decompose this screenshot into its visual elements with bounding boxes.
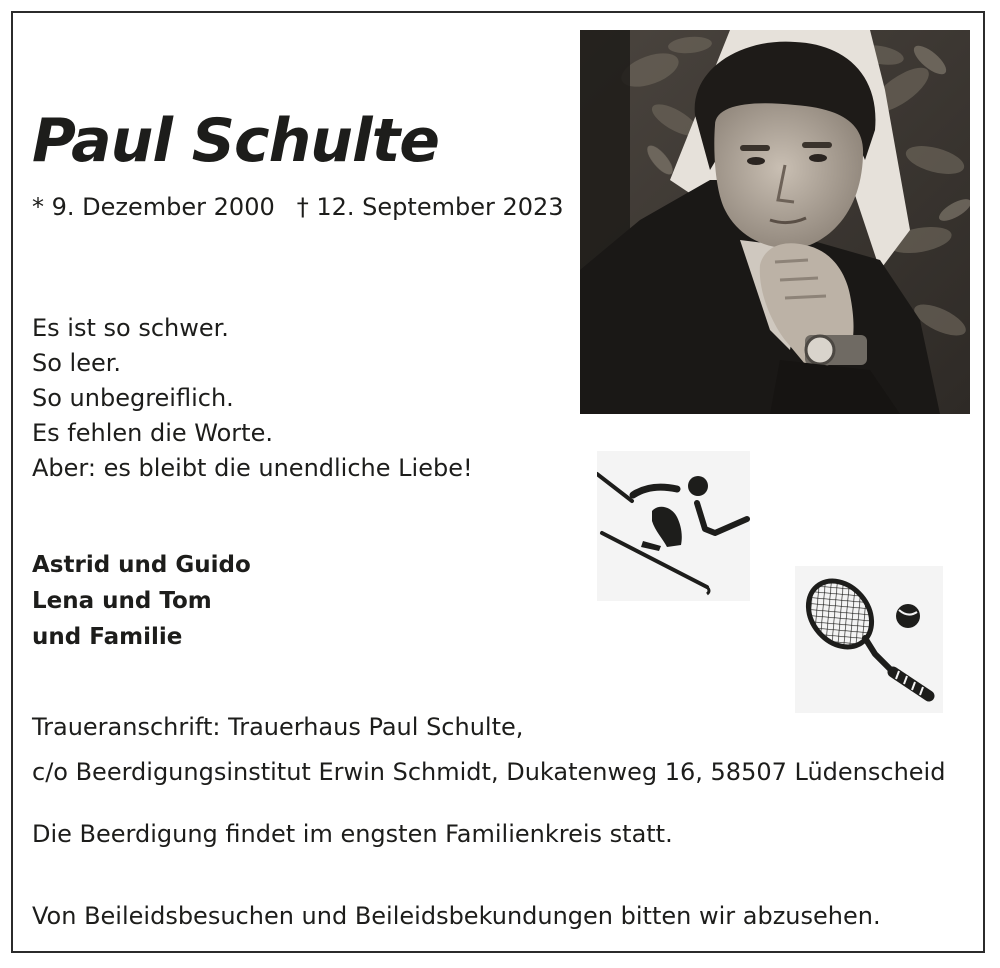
death-date: 12. September 2023 bbox=[316, 193, 564, 221]
mourning-address bbox=[32, 705, 945, 795]
mourner-line: Lena und Tom bbox=[32, 588, 212, 614]
poem-line: So unbegreiflich. bbox=[32, 384, 234, 412]
mourner-line: Astrid und Guido bbox=[32, 552, 251, 578]
died-symbol: † bbox=[296, 193, 309, 221]
address-line: Traueranschrift: Trauerhaus Paul Schulte, bbox=[32, 713, 524, 741]
deceased-name: Paul Schulte bbox=[32, 106, 439, 176]
birth-date: 9. Dezember 2000 bbox=[51, 193, 275, 221]
condolence-note: Von Beileidsbesuchen und Beileidsbekundungen bitten wir abzusehen. bbox=[32, 902, 881, 930]
mourners bbox=[32, 547, 251, 655]
funeral-note: Die Beerdigung findet im engsten Familienkreis statt. bbox=[32, 820, 673, 848]
poem-line: Aber: es bleibt die unendliche Liebe! bbox=[32, 454, 473, 482]
mourner-line: und Familie bbox=[32, 624, 183, 650]
skiing-icon bbox=[597, 451, 750, 601]
address-line: c/o Beerdigungsinstitut Erwin Schmidt, Dukatenweg 16, 58507 Lüdenscheid bbox=[32, 758, 946, 786]
tennis-icon bbox=[795, 566, 943, 713]
born-symbol: * bbox=[32, 193, 44, 221]
life-dates bbox=[32, 193, 564, 221]
portrait-photo bbox=[580, 30, 970, 414]
poem-line: Es ist so schwer. bbox=[32, 314, 229, 342]
poem-line: Es fehlen die Worte. bbox=[32, 419, 273, 447]
poem-line: So leer. bbox=[32, 349, 122, 377]
poem bbox=[32, 311, 473, 486]
